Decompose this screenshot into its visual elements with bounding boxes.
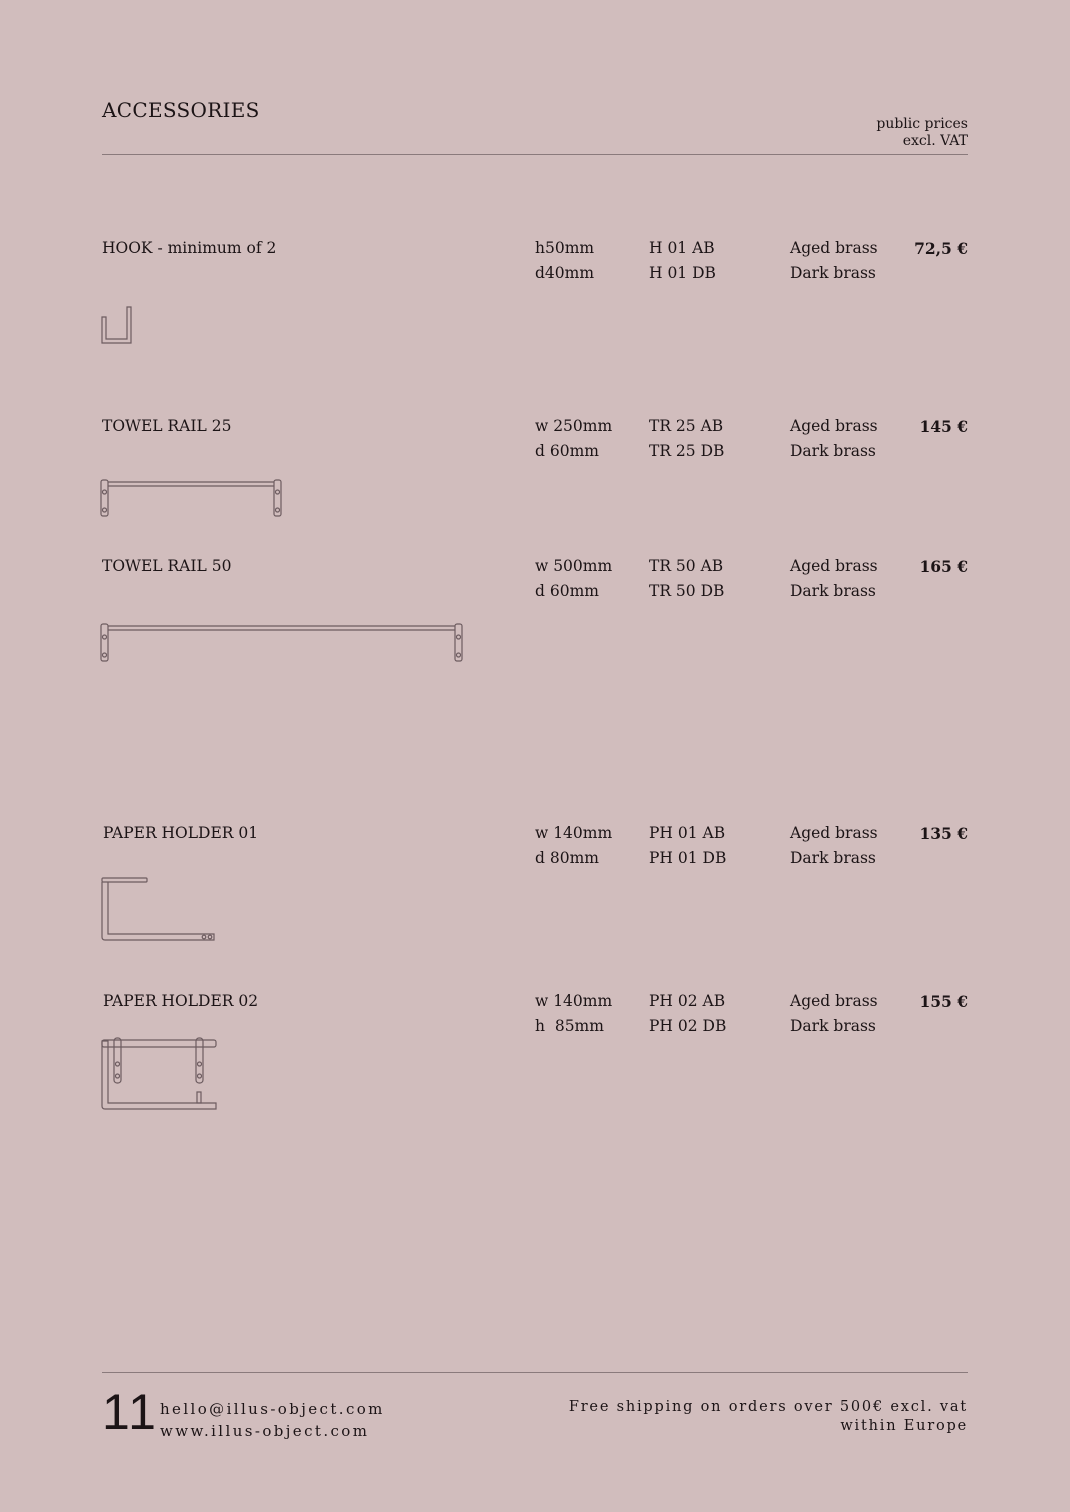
product-codes: PH 02 AB PH 02 DB [649, 992, 727, 1035]
product-name: HOOK - minimum of 2 [102, 239, 277, 257]
shipping-note: Free shipping on orders over 500€ excl. vat within Europe [568, 1399, 968, 1434]
website-link[interactable]: www.illus-object.com [160, 1422, 370, 1440]
prices-note [876, 116, 968, 150]
product-finishes: Aged brass Dark brass [790, 239, 878, 282]
product-name: PAPER HOLDER 01 [103, 824, 259, 842]
product-codes: PH 01 AB PH 01 DB [649, 824, 727, 867]
product-price: 165 € [919, 557, 968, 576]
prices-note-line2: excl. VAT [902, 133, 968, 149]
header-divider [102, 154, 968, 155]
towel-rail-50-drawing [99, 622, 466, 664]
product-codes: TR 25 AB TR 25 DB [649, 417, 725, 460]
email-link[interactable]: hello@illus-object.com [160, 1400, 385, 1418]
product-dimensions: w 250mm d 60mm [535, 417, 613, 460]
contact-info [160, 1398, 385, 1442]
footer-divider [102, 1372, 968, 1373]
product-codes: H 01 AB H 01 DB [649, 239, 716, 282]
product-name: TOWEL RAIL 25 [102, 417, 232, 435]
product-price: 155 € [919, 992, 968, 1011]
product-dimensions: h50mm d40mm [535, 239, 595, 282]
product-finishes: Aged brass Dark brass [790, 417, 878, 460]
product-dimensions: w 140mm h 85mm [535, 992, 613, 1035]
paper-holder-02-drawing [100, 1036, 220, 1112]
product-dimensions: w 140mm d 80mm [535, 824, 613, 867]
product-finishes: Aged brass Dark brass [790, 557, 878, 600]
page-title: ACCESSORIES [102, 98, 260, 122]
product-price: 145 € [919, 417, 968, 436]
product-finishes: Aged brass Dark brass [790, 824, 878, 867]
product-name: PAPER HOLDER 02 [103, 992, 259, 1010]
hook-drawing [100, 305, 136, 347]
paper-holder-01-drawing [100, 876, 220, 944]
page-number: 11 [102, 1384, 158, 1440]
product-dimensions: w 500mm d 60mm [535, 557, 613, 600]
product-price: 135 € [919, 824, 968, 843]
product-finishes: Aged brass Dark brass [790, 992, 878, 1035]
towel-rail-25-drawing [99, 478, 285, 520]
product-price: 72,5 € [914, 239, 968, 258]
product-name: TOWEL RAIL 50 [102, 557, 232, 575]
prices-note-line1: public prices [876, 116, 968, 132]
product-codes: TR 50 AB TR 50 DB [649, 557, 725, 600]
